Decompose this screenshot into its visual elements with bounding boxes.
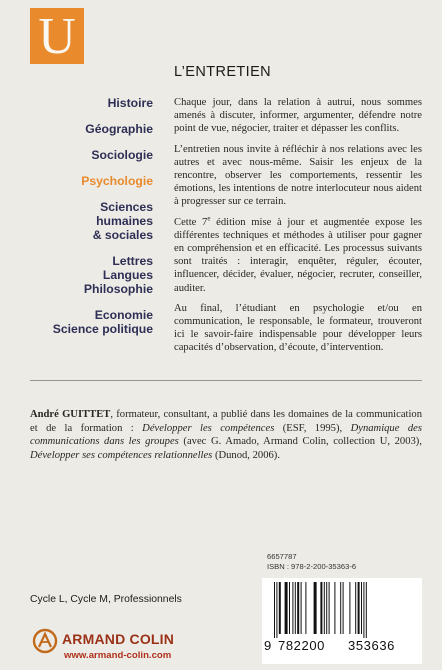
discipline-item-active	[13, 174, 153, 188]
publisher-name: ARMAND COLIN	[62, 631, 175, 647]
author-name: André GUITTET	[30, 409, 111, 420]
barcode-bar	[297, 582, 299, 634]
discipline-label: Lettres	[112, 254, 153, 268]
barcode-bar	[295, 582, 296, 634]
discipline-label: Economie	[94, 308, 153, 322]
discipline-label: Sciences	[100, 200, 153, 214]
author-bio-text: , formateur, consultant, a publié dans les domaines de la communication et de la formation :	[30, 409, 423, 434]
barcode-bar	[301, 582, 302, 634]
series-letter: U	[38, 8, 76, 65]
description-paragraph: Au final, l’étudiant en psychologie et/ou en communication, le responsable, le formateur, trouveront ici le savoir-faire indispensable pour développer leurs capacités d’observation, d’écoute, d’intervention.	[174, 302, 422, 354]
product-codes	[267, 552, 356, 572]
barcode-digit-first: 9	[264, 638, 272, 653]
cycles-label: Cycle L, Cycle M, Professionnels	[30, 594, 182, 605]
disciplines-list	[13, 96, 153, 348]
barcode-bar	[355, 582, 356, 634]
barcode-bars	[268, 582, 416, 638]
author-bio-text: (Dunod, 2006).	[212, 449, 280, 461]
book-title: L’ENTRETIEN	[174, 64, 272, 80]
book-reference: Dynamique des communications dans les groupes	[30, 422, 422, 448]
series-logo	[30, 8, 84, 64]
discipline-label: Histoire	[107, 96, 153, 110]
book-reference: Développer les compétences	[142, 422, 275, 434]
barcode-bar	[326, 582, 327, 634]
barcode-bar	[276, 582, 277, 638]
discipline-label: Sociologie	[91, 148, 153, 162]
barcode-bar	[285, 582, 288, 634]
author-bio-text: (avec G. Amado, Armand Colin, collection U, 2003),	[178, 436, 422, 448]
book-reference: Développer ses compétences relationnelles	[30, 449, 213, 461]
discipline-item	[13, 308, 153, 336]
isbn: ISBN : 978-2-200-35363-6	[267, 562, 357, 571]
barcode-bar	[305, 582, 306, 634]
barcode-bar	[334, 582, 335, 634]
discipline-item	[13, 122, 153, 136]
barcode	[262, 578, 422, 664]
discipline-label: humaines	[96, 214, 153, 228]
barcode-bar	[366, 582, 367, 638]
barcode-bar	[363, 582, 364, 638]
barcode-bar	[340, 582, 341, 634]
product-code: 6657787	[267, 552, 297, 561]
barcode-bar	[274, 582, 275, 638]
barcode-bar	[320, 582, 322, 634]
publisher-logo	[30, 628, 220, 664]
discipline-item	[13, 96, 153, 110]
author-bio	[30, 408, 422, 462]
edition-superscript: e	[207, 214, 211, 223]
barcode-digit-group: 782200	[278, 638, 325, 653]
barcode-bar	[361, 582, 362, 634]
edition-text: Cette 7	[174, 216, 208, 228]
barcode-bar	[349, 582, 350, 634]
description-paragraph: Chaque jour, dans la relation à autrui, nous sommes amenés à discuter, informer, argumenter, défendre notre point de vue, négocier, traiter et dépasser les conflits.	[174, 97, 422, 135]
discipline-item	[13, 200, 153, 242]
discipline-label: Philosophie	[83, 282, 153, 296]
discipline-item	[13, 148, 153, 162]
barcode-bar	[292, 582, 293, 634]
description-text	[174, 96, 422, 362]
barcode-bar	[343, 582, 344, 634]
divider	[30, 380, 422, 381]
author-bio-text: (ESF, 1995),	[274, 422, 351, 434]
barcode-bar	[358, 582, 360, 634]
discipline-label: Psychologie	[81, 174, 153, 188]
barcode-bar	[329, 582, 330, 634]
edition-text-rest: édition mise à jour et augmentée expose les différentes techniques et méthodes à utiliser pour gagner en compréhension et en efficacité. Les processus suivants sont traités : interagir, enquêter, réguler, écouter, influencer, décider, évaluer, négocier, recruter, conseiller, auditer.	[174, 216, 422, 294]
discipline-label: Géographie	[85, 122, 153, 136]
description-paragraph: L’entretien nous invite à réfléchir à nos relations avec les autres et avec nous-même. Saisir les enjeux de la rencontre, observer les comportements, ressentir les émotions, les intentions de notre interlocuteur nous aident à progresser sur ce terrain.	[174, 143, 422, 208]
publisher-url: www.armand-colin.com	[64, 650, 172, 661]
barcode-bar	[314, 582, 317, 634]
discipline-label: Science politique	[52, 322, 153, 336]
discipline-label: Langues	[102, 268, 153, 282]
barcode-bar	[324, 582, 325, 634]
discipline-item	[13, 254, 153, 296]
armand-colin-logo-icon	[32, 628, 58, 654]
barcode-bar	[289, 582, 290, 634]
barcode-digit-group: 353636	[348, 638, 395, 653]
description-paragraph	[174, 216, 422, 295]
discipline-label: & sociales	[92, 228, 153, 242]
barcode-bar	[279, 582, 281, 634]
